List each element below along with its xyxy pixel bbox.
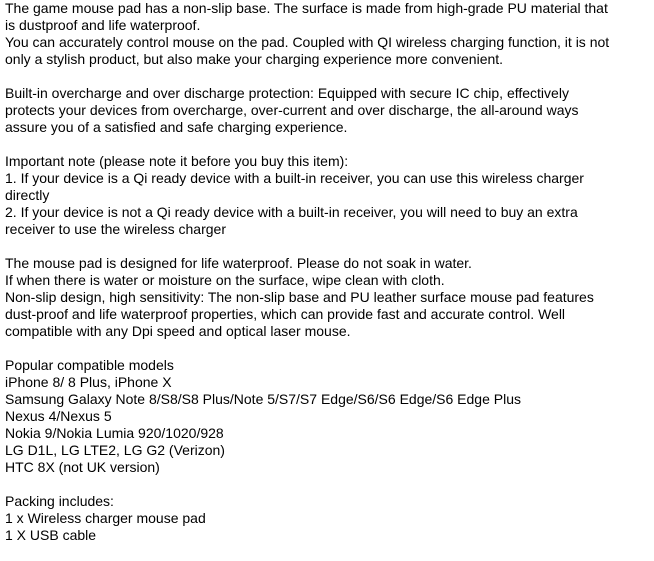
text-line: If when there is water or moisture on the surface, wipe clean with cloth. — [5, 272, 445, 288]
text-line: HTC 8X (not UK version) — [5, 459, 160, 475]
text-line: You can accurately control mouse on the pad. Coupled with QI wireless charging function, it is not — [5, 34, 610, 50]
text-line: directly — [5, 187, 50, 203]
paragraph-compatible-models — [5, 357, 650, 476]
text-line: The mouse pad is designed for life waterproof. Please do not soak in water. — [5, 255, 472, 271]
paragraph-packing — [5, 493, 650, 544]
text-line: 1 X USB cable — [5, 527, 97, 543]
text-line: iPhone 8/ 8 Plus, iPhone X — [5, 374, 172, 390]
paragraph-protection — [5, 85, 650, 136]
text-line: 1. If your device is a Qi ready device with a built-in receiver, you can use this wireless charger — [5, 170, 584, 186]
text-line: protects your devices from overcharge, over-current and over discharge, the all-around ways — [5, 102, 579, 118]
text-line: Non-slip design, high sensitivity: The non-slip base and PU leather surface mouse pad features — [5, 289, 594, 305]
text-line: assure you of a satisfied and safe charging experience. — [5, 119, 348, 135]
text-line: 1 x Wireless charger mouse pad — [5, 510, 206, 526]
text-line: Built-in overcharge and over discharge protection: Equipped with secure IC chip, effectively — [5, 85, 569, 101]
text-line: Nokia 9/Nokia Lumia 920/1020/928 — [5, 425, 224, 441]
text-line: Nexus 4/Nexus 5 — [5, 408, 112, 424]
text-line: is dustproof and life waterproof. — [5, 17, 201, 33]
text-line: Packing includes: — [5, 493, 114, 509]
text-line: receiver to use the wireless charger — [5, 221, 226, 237]
text-line: LG D1L, LG LTE2, LG G2 (Verizon) — [5, 442, 225, 458]
text-line: The game mouse pad has a non-slip base. The surface is made from high-grade PU material that — [5, 0, 608, 16]
text-line: only a stylish product, but also make your charging experience more convenient. — [5, 51, 504, 67]
paragraph-overview — [5, 0, 650, 68]
text-line: Samsung Galaxy Note 8/S8/S8 Plus/Note 5/S7/S7 Edge/S6/S6 Edge/S6 Edge Plus — [5, 391, 521, 407]
product-description — [5, 0, 650, 561]
text-line: compatible with any Dpi speed and optical laser mouse. — [5, 323, 351, 339]
text-line: 2. If your device is not a Qi ready device with a built-in receiver, you will need to buy an extra — [5, 204, 578, 220]
text-line: dust-proof and life waterproof properties, which can provide fast and accurate control. Well — [5, 306, 566, 322]
paragraph-waterproof — [5, 255, 650, 340]
text-line: Popular compatible models — [5, 357, 174, 373]
text-line: Important note (please note it before you buy this item): — [5, 153, 349, 169]
paragraph-important-note — [5, 153, 650, 238]
